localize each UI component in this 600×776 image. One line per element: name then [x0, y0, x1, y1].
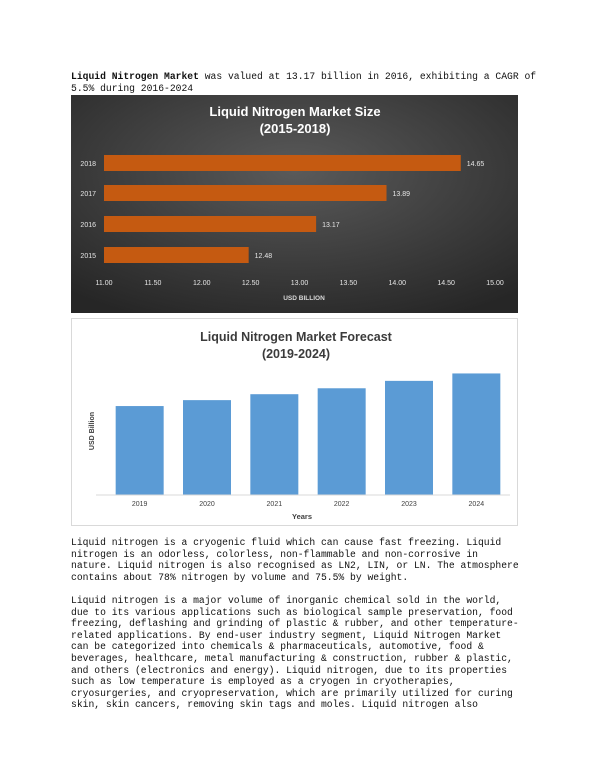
x-tick-label: 2019 [131, 501, 148, 508]
bar [250, 394, 298, 495]
intro-text: was valued at 13.17 billion in 2016, exhibiting a CAGR of 5.5% during 2016-2024 [71, 71, 537, 94]
data-label: 13.89 [392, 191, 411, 198]
bar [116, 406, 164, 495]
x-tick-label: 12.50 [241, 280, 260, 287]
x-tick-label: 14.00 [388, 280, 407, 287]
chart-subtitle: (2015-2018) [259, 121, 331, 136]
data-label: 14.65 [466, 161, 485, 168]
bar [104, 155, 461, 171]
bar [104, 185, 386, 201]
chart-subtitle: (2019-2024) [261, 347, 331, 361]
x-tick-label: 11.50 [144, 280, 162, 287]
y-tick-label: 2018 [80, 161, 96, 168]
x-axis-label: Years [291, 512, 313, 521]
body-paragraph-1: Liquid nitrogen is a cryogenic fluid which can cause fast freezing. Liquid nitrogen is an odorless, colorless, non-flammable and non-corrosive in nature. Liquid nitrogen is also recognised as LN2, LIN, or LN. The atmosphere contains about 78% nitrogen by volume and 75.5% by weight. [71, 537, 519, 583]
x-tick-label: 2022 [333, 501, 350, 508]
bar [104, 247, 249, 263]
y-tick-label: 2017 [80, 191, 96, 198]
bar [318, 388, 366, 495]
x-tick-label: 15.00 [486, 280, 504, 287]
y-tick-label: 2015 [80, 253, 96, 260]
intro-bold-title: Liquid Nitrogen Market [71, 71, 199, 82]
x-tick-label: 13.50 [339, 280, 358, 287]
market-size-chart-svg [71, 95, 518, 313]
data-label: 12.48 [254, 253, 273, 260]
intro-paragraph [71, 71, 541, 94]
body-paragraph-2: Liquid nitrogen is a major volume of inorganic chemical sold in the world, due to its various applications such as biological sample preservation, food freezing, deflashing and grinding of plastic & rubber, and other temperature- related applications. By end-user industry segment, Liquid Nitrogen Market can be categorized into chemicals & pharmaceuticals, automotive, food & beverages, healthcare, metal manufacturing & construction, rubber & plastic, and others (electronics and energy). Liquid nitrogen, due to its properties such as low temperature is employed as a cryogen in cryotherapies, cryosurgeries, and cryopreservation, which are primarily utilized for curing skin, skin cancers, removing skin tags and moles. Liquid nitrogen also [71, 595, 519, 711]
x-tick-label: 11.00 [95, 280, 113, 287]
x-tick-label: 14.50 [437, 280, 455, 287]
x-tick-label: 12.00 [192, 280, 211, 287]
x-tick-label: 2020 [199, 501, 215, 508]
y-tick-label: 2016 [80, 222, 96, 229]
x-tick-label: 13.00 [290, 280, 309, 287]
x-tick-label: 2021 [266, 501, 283, 508]
bar [183, 400, 231, 495]
bar [385, 381, 433, 495]
x-axis-label: USD BILLION [283, 295, 325, 302]
y-axis-label: USD Billion [89, 411, 96, 451]
bar [452, 373, 500, 495]
x-tick-label: 2023 [401, 501, 417, 508]
chart-title: Liquid Nitrogen Market Forecast [200, 330, 392, 344]
market-forecast-chart [71, 318, 518, 526]
data-label: 13.17 [322, 222, 340, 229]
x-tick-label: 2024 [468, 501, 485, 508]
market-forecast-chart-svg [72, 319, 517, 525]
chart-title: Liquid Nitrogen Market Size [209, 104, 381, 119]
market-size-chart [71, 95, 518, 313]
bar [104, 216, 316, 232]
